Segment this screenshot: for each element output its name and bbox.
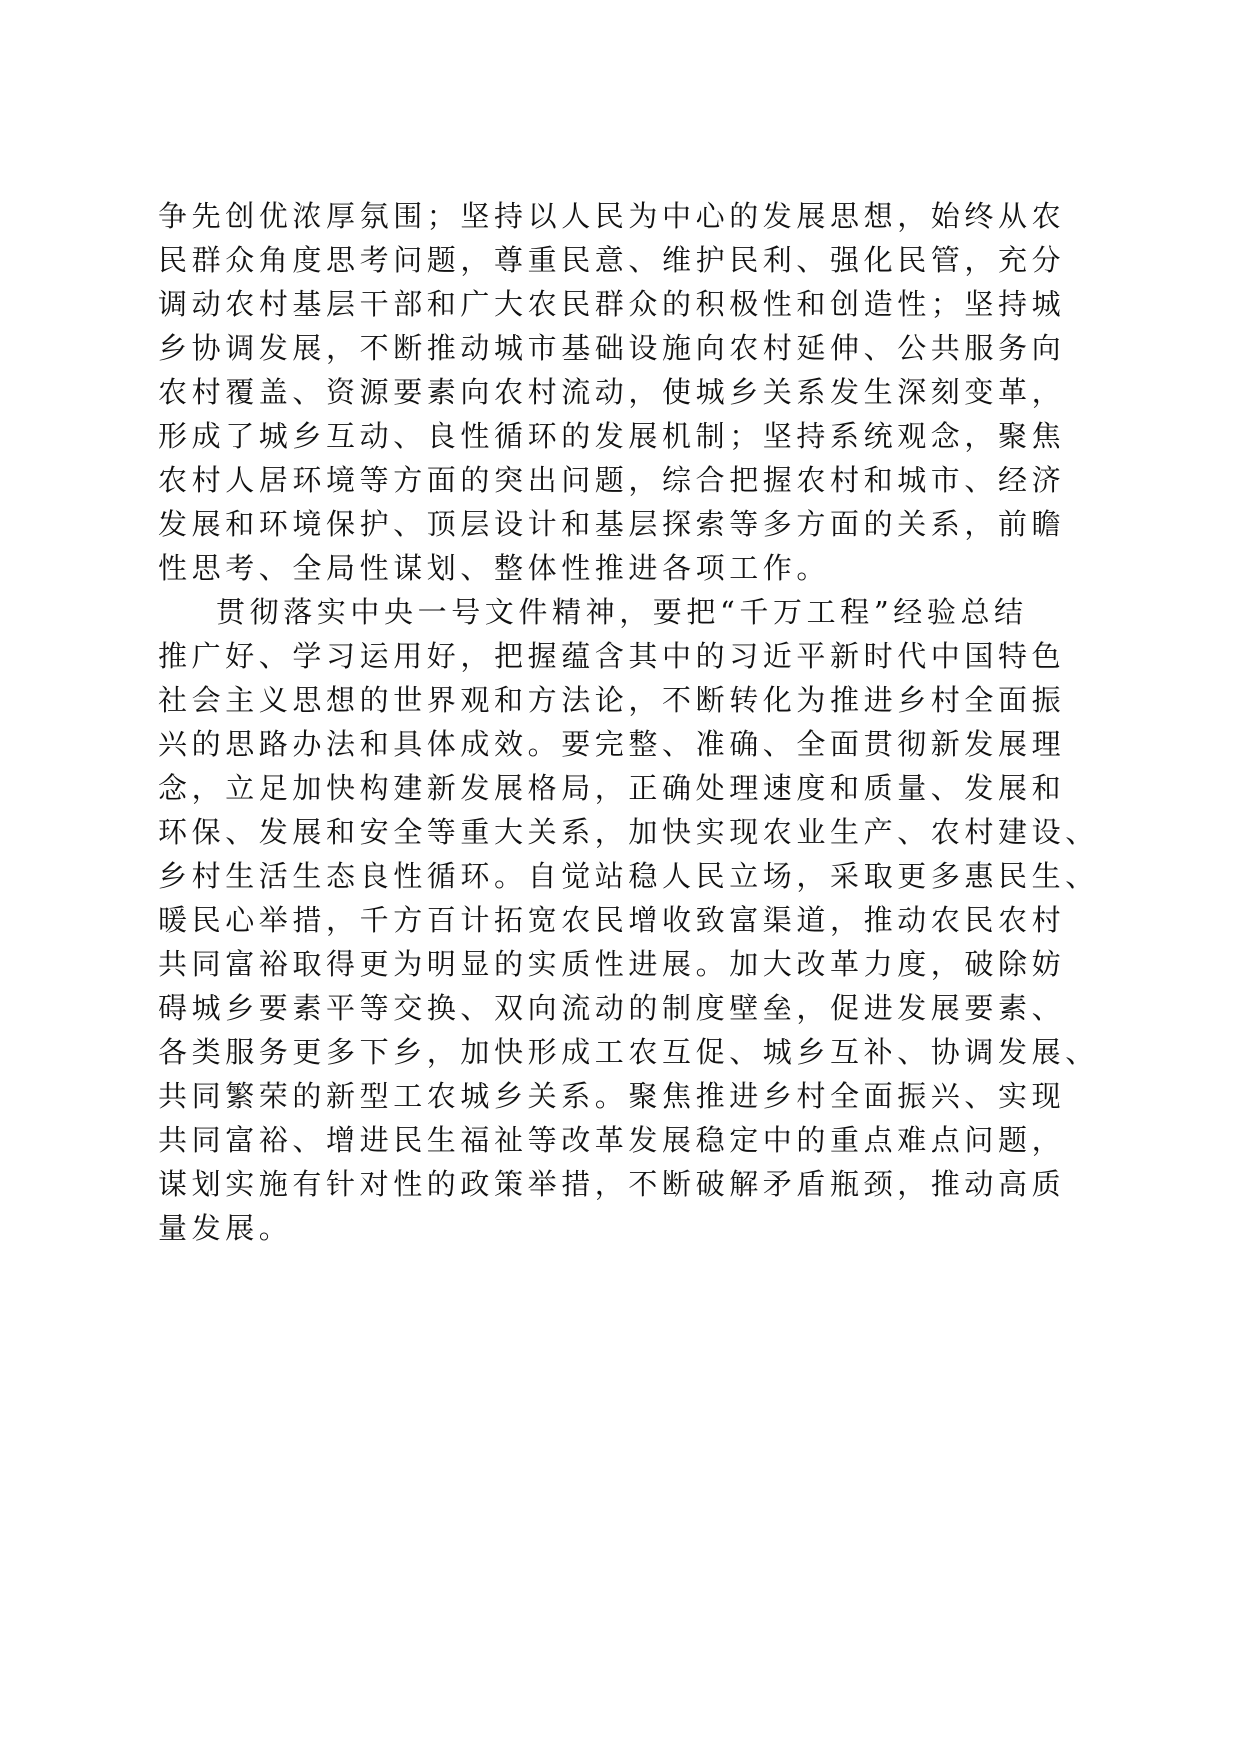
paragraph-1 — [158, 194, 1118, 590]
text-line: 发展和环境保护、顶层设计和基层探索等多方面的关系，前瞻 — [158, 507, 1066, 541]
text-line: 乡协调发展，不断推动城市基础设施向农村延伸、公共服务向 — [158, 331, 1066, 365]
text-line: 共同繁荣的新型工农城乡关系。聚焦推进乡村全面振兴、实现 — [158, 1079, 1066, 1113]
text-line: 调动农村基层干部和广大农民群众的积极性和创造性；坚持城 — [158, 287, 1066, 321]
text-line: 性思考、全局性谋划、整体性推进各项工作。 — [158, 551, 831, 585]
text-line: 环保、发展和安全等重大关系，加快实现农业生产、农村建设、 — [158, 815, 1099, 849]
text-line: 农村人居环境等方面的突出问题，综合把握农村和城市、经济 — [158, 463, 1066, 497]
text-line: 念，立足加快构建新发展格局，正确处理速度和质量、发展和 — [158, 771, 1066, 805]
text-line: 共同富裕取得更为明显的实质性进展。加大改革力度，破除妨 — [158, 947, 1066, 981]
text-line: 乡村生活生态良性循环。自觉站稳人民立场，采取更多惠民生、 — [158, 859, 1099, 893]
text-line: 共同富裕、增进民生福祉等改革发展稳定中的重点难点问题， — [158, 1123, 1066, 1157]
text-line: 农村覆盖、资源要素向农村流动，使城乡关系发生深刻变革， — [158, 375, 1066, 409]
text-line: 争先创优浓厚氛围；坚持以人民为中心的发展思想，始终从农 — [158, 199, 1066, 233]
text-line: 兴的思路办法和具体成效。要完整、准确、全面贯彻新发展理 — [158, 727, 1066, 761]
paragraph-2 — [158, 590, 1118, 1250]
text-line: 推广好、学习运用好，把握蕴含其中的习近平新时代中国特色 — [158, 639, 1066, 673]
text-line: 各类服务更多下乡，加快形成工农互促、城乡互补、协调发展、 — [158, 1035, 1099, 1069]
text-line-first-indented: 贯彻落实中央一号文件精神，要把“千万工程”经验总结 — [216, 595, 1028, 629]
text-line: 形成了城乡互动、良性循环的发展机制；坚持系统观念，聚焦 — [158, 419, 1066, 453]
text-line: 碍城乡要素平等交换、双向流动的制度壁垒，促进发展要素、 — [158, 991, 1066, 1025]
body-text — [158, 194, 1118, 1250]
text-line: 社会主义思想的世界观和方法论，不断转化为推进乡村全面振 — [158, 683, 1066, 717]
text-line: 谋划实施有针对性的政策举措，不断破解矛盾瓶颈，推动高质 — [158, 1167, 1066, 1201]
text-line: 量发展。 — [158, 1211, 293, 1245]
text-line: 民群众角度思考问题，尊重民意、维护民利、强化民管，充分 — [158, 243, 1066, 277]
text-line: 暖民心举措，千方百计拓宽农民增收致富渠道，推动农民农村 — [158, 903, 1066, 937]
